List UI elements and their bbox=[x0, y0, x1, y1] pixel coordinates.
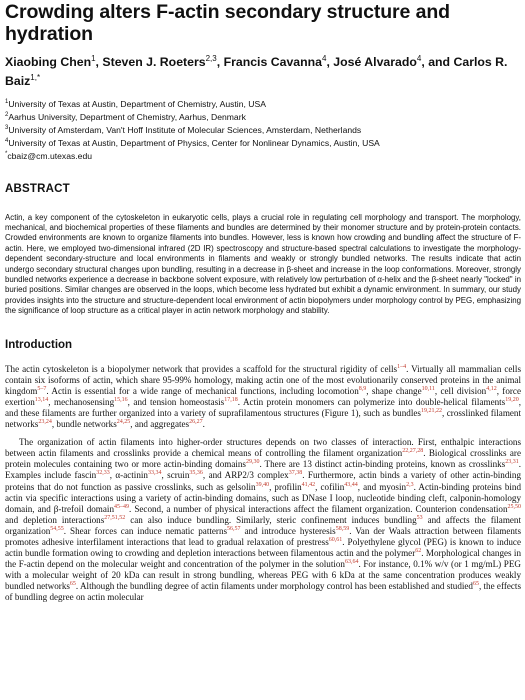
citation-link[interactable]: 33,34 bbox=[147, 470, 162, 477]
text-run: . Morphological changes in the F-actin depend on the molecular weight and concentration of the polymer in the solution bbox=[5, 548, 521, 570]
text-run: . Shear forces can induce nematic patterns bbox=[63, 525, 228, 536]
text-run: . There are 13 distinct actin-binding proteins, known as crosslinks bbox=[259, 459, 506, 470]
author-name: Steven J. Roeters bbox=[102, 55, 206, 70]
citation-link[interactable]: 26,27 bbox=[189, 419, 203, 425]
citation-link[interactable]: 45–49 bbox=[114, 503, 129, 510]
citation-link[interactable]: 8,9 bbox=[358, 385, 367, 392]
text-run: . Polyethylene glycol (PEG) is known to induce actin bundle formation owing to crowding and depletion interactions between filamentous actin and the polymer bbox=[5, 536, 521, 559]
text-run: . Biological crosslinks are protein molecules containing two or more actin-binding domains bbox=[5, 448, 521, 470]
text-run: , profilin bbox=[269, 481, 302, 492]
affiliation-line bbox=[5, 97, 521, 110]
citation-link[interactable]: 32,33 bbox=[96, 470, 110, 477]
introduction-paragraph bbox=[5, 364, 521, 431]
text-run: . Furthermore, actin binds a variety of other actin-binding proteins that do not function as passive crosslinks, such as gelsolin bbox=[5, 470, 521, 492]
citation-link[interactable]: 15,16 bbox=[114, 396, 128, 403]
citation-link[interactable]: 60,61 bbox=[328, 536, 343, 543]
text-run: The organization of actin filaments into higher-order structures depends on two classes of interaction. First, enthalpic interactions between actin filaments and crosslinks provide a chemical means of controlling the filament organization bbox=[5, 437, 521, 459]
citation-link[interactable]: 24,25 bbox=[116, 419, 131, 425]
text-run: and introduce hysteresis bbox=[240, 525, 336, 536]
text-run: , α-actinin bbox=[109, 470, 148, 481]
text-run: and affects the filament organization bbox=[5, 514, 521, 536]
citation-link[interactable]: 23,24 bbox=[38, 419, 52, 425]
introduction-heading: Introduction bbox=[5, 338, 73, 351]
text-run: . Virtually all mammalian cells contain six isoforms of actin, which share 95-99% homology, making actin one of the most evolutionarily conserved proteins in the animal kingdom bbox=[5, 363, 521, 396]
affiliation-line bbox=[5, 110, 521, 123]
affiliation-mark: 3 bbox=[5, 125, 9, 132]
citation-link[interactable]: 27,51,52 bbox=[104, 514, 126, 521]
citation-link[interactable]: 19,20 bbox=[505, 396, 519, 403]
citation-link[interactable]: 25,50 bbox=[507, 503, 521, 510]
citation-link[interactable]: 43,44 bbox=[344, 481, 358, 488]
author-name: Francis Cavanna bbox=[223, 55, 322, 70]
text-run: , shape change bbox=[366, 385, 422, 396]
citation-link[interactable]: 56,57 bbox=[227, 525, 241, 532]
paper-title: Crowding alters F-actin secondary structure and hydration bbox=[5, 1, 450, 45]
author-name: Carlos R. Baiz bbox=[5, 55, 508, 89]
affiliation-list bbox=[5, 97, 521, 162]
text-run: , bundle networks bbox=[51, 419, 117, 430]
citation-link[interactable]: 37,38 bbox=[288, 470, 303, 477]
text-run: , crosslinked filament networks bbox=[5, 407, 522, 430]
author-affiliation-mark: 4 bbox=[416, 54, 422, 63]
citation-link[interactable]: 35,36 bbox=[189, 470, 203, 477]
text-run: The actin cytoskeleton is a biopolymer network that provides a scaffold for the structural rigidity of cells bbox=[5, 363, 398, 374]
citation-link[interactable]: 5–7 bbox=[37, 385, 47, 392]
citation-link[interactable]: 13,14 bbox=[34, 396, 49, 403]
text-run: . For instance, 0.1% w/v (or 1 mg/mL) PEG with a molecular weight of 20 kDa can result in strong bundling, whereas PEG with 6 kDa at the same concentration produces weakly bundled networks bbox=[5, 559, 521, 592]
affiliation-mark: 1 bbox=[5, 99, 9, 106]
text-run: , cofilin bbox=[315, 481, 345, 492]
citation-link[interactable]: 58,59 bbox=[335, 525, 350, 532]
text-run: . Actin protein monomers can polymerize into double-helical filaments bbox=[237, 396, 506, 407]
text-run: , mechanosensing bbox=[48, 396, 115, 407]
citation-link[interactable]: 62 bbox=[415, 548, 422, 555]
text-run: , and myosin bbox=[357, 481, 407, 492]
author-list: Xiaobing Chen$^1$, Steven J. Roeters$^{2,3}$, Francis Cavanna$^4$, José Alvarado$^4$, and Carlos R. Baiz$^{1,*}$ bbox=[5, 54, 508, 89]
affiliation-mark: 2 bbox=[5, 112, 9, 119]
citation-link[interactable]: 22,27,28 bbox=[402, 448, 424, 455]
author-affiliation-mark: 1 bbox=[91, 54, 96, 63]
affiliation-mark: 4 bbox=[5, 138, 9, 145]
citation-link[interactable]: 65 bbox=[69, 581, 76, 588]
author-affiliation-mark: 4 bbox=[321, 54, 327, 63]
citation-link[interactable]: 23,31 bbox=[505, 459, 519, 466]
text-run: , force exertion bbox=[5, 385, 521, 407]
affiliation-line bbox=[5, 136, 521, 149]
text-run: , and aggregates bbox=[130, 419, 190, 430]
citation-link[interactable]: 19,21,22 bbox=[420, 407, 442, 414]
text-run: . Van der Waals attraction between filaments promotes adhesive interfilament interactions that lead to gradual relaxation of prestress bbox=[5, 525, 521, 547]
text-run: , and ARP2/3 complex bbox=[202, 470, 289, 481]
citation-link[interactable]: 29,30 bbox=[245, 459, 260, 466]
text-run: . Actin-binding proteins bind actin via specific interactions using a variety of actin-binding domains, such as DNase I loop, nucleotide binding cleft, calponin-homology domain, and β-trefoil domain bbox=[5, 481, 521, 514]
citation-link[interactable]: 39,40 bbox=[255, 481, 270, 488]
affiliation-text: Aarhus University, Department of Chemistry, Aarhus, Denmark bbox=[8, 112, 246, 123]
text-run: , scruin bbox=[161, 470, 190, 481]
text-run: , the effects of bundling degree on actin molecular bbox=[5, 581, 521, 603]
citation-link[interactable]: 17,18 bbox=[224, 396, 238, 403]
affiliation-text: University of Texas at Austin, Department of Physics, Center for Nonlinear Dynamics, Austin, USA bbox=[8, 138, 380, 149]
citation-link[interactable]: 4,12 bbox=[486, 385, 497, 392]
citation-link[interactable]: 63,64 bbox=[344, 559, 359, 566]
affiliation-line bbox=[5, 123, 521, 136]
citation-link[interactable]: 41,42 bbox=[301, 481, 316, 488]
affiliation-line bbox=[5, 149, 521, 162]
introduction-paragraph bbox=[5, 437, 521, 603]
affiliation-text: University of Amsterdam, Van't Hoff Institute of Molecular Sciences, Amsterdam, Netherlands bbox=[8, 125, 362, 136]
abstract-heading: ABSTRACT bbox=[5, 182, 70, 195]
author-name: José Alvarado bbox=[333, 55, 417, 70]
text-run: can also induce bundling. Similarly, steric confinement induces bundling bbox=[125, 514, 417, 525]
text-run: . Second, a number of physical interactions affect the filament organization. Counterion condensation bbox=[129, 503, 508, 514]
text-run: . Examples include fascin bbox=[5, 459, 521, 481]
text-run: and depletion interactions bbox=[5, 514, 105, 525]
citation-link[interactable]: 65 bbox=[472, 581, 479, 588]
author-affiliation-mark: 2,3 bbox=[205, 54, 217, 63]
text-run: . Although the bundling degree of actin filaments under morphology control has been established and studied bbox=[75, 581, 473, 592]
text-run: . bbox=[202, 419, 205, 430]
text-run: . Actin is essential for a wide range of mechanical functions, including locomotion bbox=[46, 385, 359, 396]
text-run: , and these filaments are further organized into a variety of suprafilamentous structures (Figure 1), such as bundles bbox=[5, 396, 521, 418]
affiliation-text: cbaiz@cm.utexas.edu bbox=[7, 151, 93, 162]
affiliation-text: University of Texas at Austin, Department of Chemistry, Austin, USA bbox=[8, 99, 266, 110]
text-run: , cell division bbox=[434, 385, 487, 396]
abstract-text: Actin, a key component of the cytoskeleton in eukaryotic cells, plays a crucial role in regulating cell morphology and transport. The morphology, mechanical, and biochemical properties of these filaments and bundles are determined by their monomer structure and by protein-protein contacts. Crowded environments are known to organize filaments into bundles. However, less is known how crowding and bundling affect the structure of F-actin. Here, we employed two-dimensional infrared (2D IR) spectroscopy and structure-based spectral calculations to investigate the morphology-dependent secondary-structure and local environments in filaments and weakly or strongly bundled networks. The results indicate that actin undergo secondary structural changes upon bundling, resulting in a decrease in β-sheet and increase in the loop conformations. Moreover, strongly bundled networks experience a decrease in backbone solvent exposure, with relatively low perturbation of α-helix and the β-sheet nearly "locked" in buried positions. Similar changes are observed in the loops, which become less hydrated but exhibit a dynamic environment. In summary, our study provides insights into the structure and structure-dependent local environment of actin biopolymers under morphology control by PEG, emphasizing the significance of loop structure as a critical player in actin network morphology and stability. bbox=[5, 212, 521, 316]
affiliation-mark: * bbox=[5, 151, 8, 158]
citation-link[interactable]: 1–4 bbox=[397, 363, 407, 370]
text-run: , and tension homeostasis bbox=[127, 396, 225, 407]
citation-link[interactable]: 53 bbox=[416, 514, 423, 521]
citation-link[interactable]: 54,55 bbox=[50, 525, 64, 532]
introduction-body bbox=[5, 364, 521, 604]
author-name: Xiaobing Chen bbox=[5, 55, 92, 70]
citation-link[interactable]: 2,3 bbox=[406, 481, 414, 488]
author-affiliation-mark: 1,* bbox=[30, 73, 41, 83]
citation-link[interactable]: 10,11 bbox=[421, 385, 435, 392]
